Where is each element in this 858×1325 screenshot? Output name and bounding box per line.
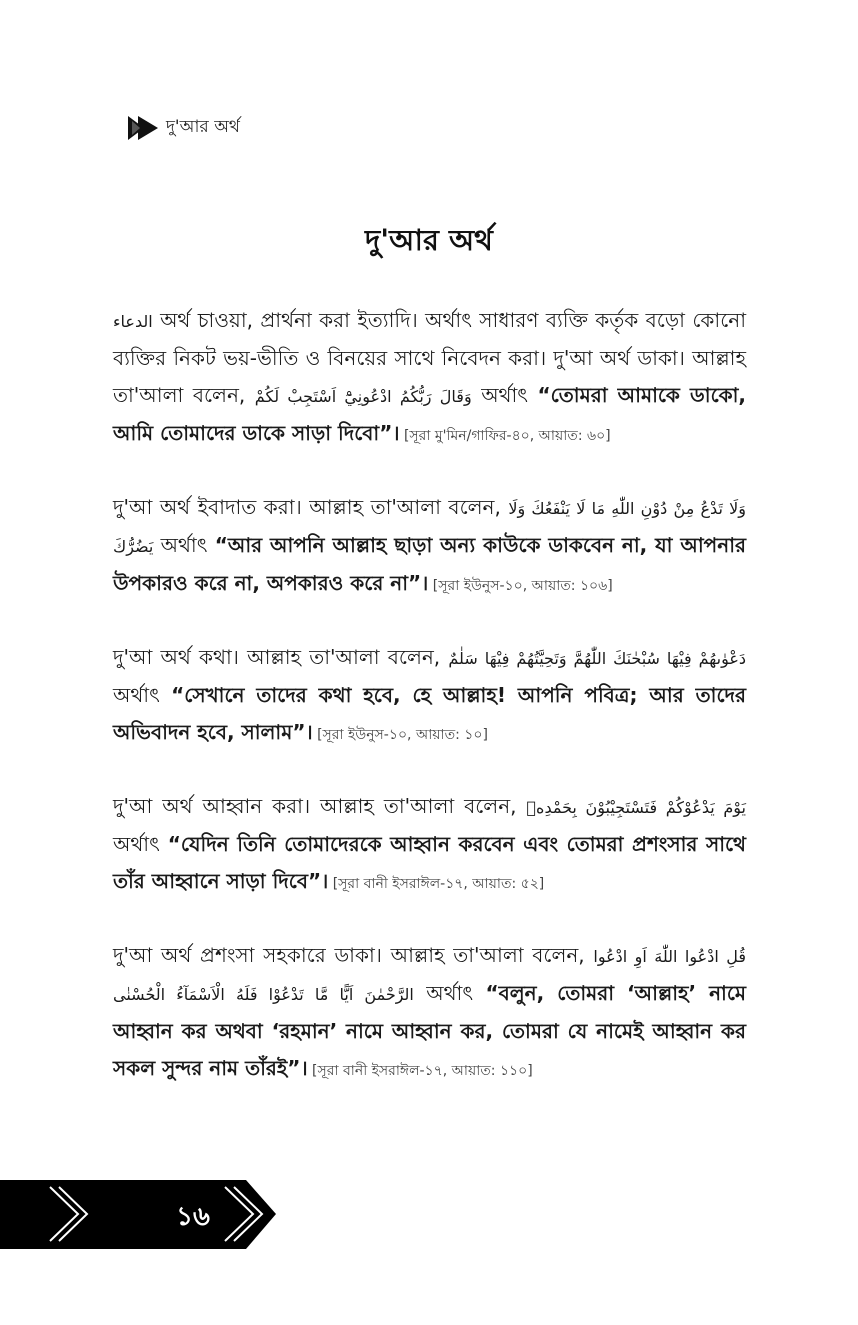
- paragraph-text: দু'আ অর্থ আহ্বান করা। আল্লাহ তা'আলা বলেন,: [113, 794, 527, 818]
- connector: অর্থাৎ: [153, 533, 215, 557]
- translation-quote: “সেখানে তাদের কথা হবে, হে আল্লাহ! আপনি পবিত্র; আর তাদের অভিবাদন হবে, সালাম”।: [113, 683, 746, 744]
- translation-quote: “তোমরা আমাকে ডাকো, আমি তোমাদের ডাকে সাড়া দিবো”।: [113, 383, 747, 445]
- paragraph: [113, 639, 746, 754]
- arabic-term: الدعاء: [113, 312, 153, 331]
- paragraph: [113, 788, 746, 903]
- paragraph-text: দু'আ অর্থ কথা। আল্লাহ তা'আলা বলেন,: [113, 645, 449, 669]
- running-title: দু'আর অর্থ: [166, 117, 240, 137]
- translation-quote: “বলুন, তোমরা ‘আল্লাহ’ নামে আহ্বান কর অথবা ‘রহমান’ নামে আহ্বান কর, তোমরা যে নামেই আহ্বান কর সকল সুন্দর নাম তাঁরই”।: [113, 981, 746, 1080]
- arabic-verse: وَقَالَ رَبُّكُمُ ادْعُونِيْٓ اَسْتَجِبْ لَكُمْ: [254, 387, 472, 406]
- citation: [সূরা ইউনুস-১০, আয়াত: ১০]: [312, 727, 488, 743]
- arabic-verse: يَوْمَ يَدْعُوْكُمْ فَتَسْتَجِيْبُوْنَ بِحَمْدِهٖ: [526, 798, 747, 817]
- citation: [সূরা বানী ইসরাঈল-১৭, আয়াত: ৫২]: [328, 876, 545, 892]
- paragraph: [113, 937, 746, 1090]
- page-number: ১৬: [176, 1202, 210, 1232]
- paragraph-text: দু'আ অর্থ প্রশংসা সহকারে ডাকা। আল্লাহ তা'আলা বলেন,: [113, 943, 594, 967]
- connector: অর্থাৎ: [413, 981, 486, 1005]
- arabic-verse: دَعْوٰىهُمْ فِيْهَا سُبْحٰنَكَ اللّٰهُمَّ وَتَحِيَّتُهُمْ فِيْهَا سَلٰمٌ: [448, 649, 747, 668]
- paragraph: [113, 302, 746, 455]
- double-triangle-arrow-icon: [128, 115, 160, 141]
- arabic-verse: وَلَا تَدْعُ مِنْ دُوْنِ اللّٰهِ مَا لَا يَنْفَعُكَ وَلَا يَضُرُّكَ: [113, 499, 746, 556]
- translation-quote: “আর আপনি আল্লাহ ছাড়া অন্য কাউকে ডাকবেন না, যা আপনার উপকারও করে না, অপকারও করে না”।: [113, 533, 746, 595]
- citation: [সূরা বানী ইসরাঈল-১৭, আয়াত: ১১০]: [307, 1063, 533, 1079]
- paragraph-text: অর্থ চাওয়া, প্রার্থনা করা ইত্যাদি। অর্থাৎ সাধারণ ব্যক্তি কর্তৃক বড়ো কোনো ব্যক্তির নিকট ভয়-ভীতি ও বিনয়ের সাথে নিবেদন করা। দু'আ অর্থ ডাকা। আল্লাহ তা'আলা বলেন,: [113, 308, 746, 407]
- arabic-verse: قُلِ ادْعُوا اللّٰهَ اَوِ ادْعُوا الرَّحْمٰنَ اَيًّا مَّا تَدْعُوْا فَلَهُ الْاَسْمَآءُ الْحُسْنٰى: [113, 947, 746, 1004]
- connector: অর্থাৎ: [471, 383, 538, 407]
- citation: [সূরা ইউনুস-১০, আয়াত: ১০৬]: [428, 578, 613, 594]
- translation-quote: “যেদিন তিনি তোমাদেরকে আহ্বান করবেন এবং তোমরা প্রশংসার সাথে তাঁর আহ্বানে সাড়া দিবে”।: [113, 832, 746, 893]
- body-text: [113, 302, 746, 1124]
- paragraph-text: দু'আ অর্থ ইবাদাত করা। আল্লাহ তা'আলা বলেন,: [113, 495, 509, 519]
- paragraph: [113, 489, 746, 605]
- connector: অর্থাৎ: [113, 683, 172, 707]
- citation: [সূরা মু'মিন/গাফির-৪০, আয়াত: ৬০]: [399, 428, 611, 444]
- page-title: দু'আর অর্থ: [365, 223, 493, 257]
- page-footer-band: [0, 1180, 280, 1250]
- running-header: [128, 114, 240, 142]
- connector: অর্থাৎ: [113, 832, 168, 856]
